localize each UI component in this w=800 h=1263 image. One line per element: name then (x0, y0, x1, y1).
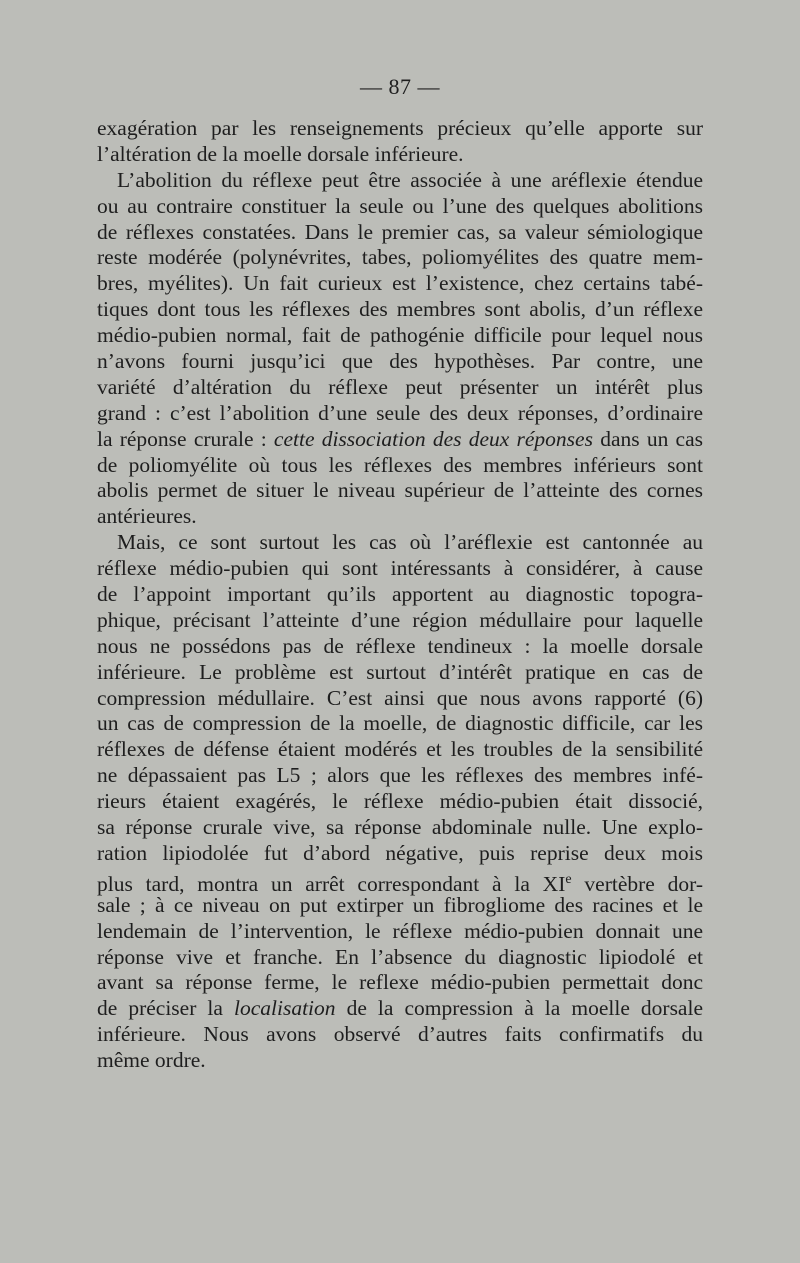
text-segment: plus tard, montra un arrêt correspondant à la XI (97, 871, 566, 896)
text-line: L’abolition du réflexe peut être associée à une aréflexie étendue (117, 167, 703, 192)
text-line: n’avons fourni jusqu’ici que des hypothèses. Par contre, une (97, 349, 703, 374)
text-line: de poliomyélite où tous les réflexes des membres inférieurs sont (97, 452, 703, 477)
text-line: grand : c’est l’abolition d’une seule des deux réponses, d’ordinaire (97, 400, 703, 425)
paragraph-2 (97, 168, 703, 530)
text-line: rieurs étaient exagérés, le réflexe médio-pubien était dissocié, (97, 789, 703, 814)
text-line: de réflexes constatées. Dans le premier cas, sa valeur sémiologique (97, 219, 703, 244)
text-segment: de la compression à la moelle dorsale (346, 996, 703, 1021)
text-line: nous ne possédons pas de réflexe tendineux : la moelle dorsale (97, 633, 703, 658)
text-segment: de préciser la (97, 996, 234, 1021)
text-line: réflexes de défense étaient modérés et les troubles de la sensibilité (97, 737, 703, 762)
text-line: inférieure. Nous avons observé d’autres faits confirmatifs du (97, 1022, 703, 1047)
text-line: sa réponse crurale vive, sa réponse abdominale nulle. Une explo- (97, 815, 703, 840)
text-segment: la réponse crurale : (97, 426, 274, 451)
text-line: un cas de compression de la moelle, de diagnostic difficile, car les (97, 711, 703, 736)
text-line: ou au contraire constituer la seule ou l’une des quelques abolitions (97, 193, 703, 218)
paragraph-3 (97, 530, 703, 1074)
text-line: sale ; à ce niveau on put extirper un fibrogliome des racines et le (97, 892, 703, 917)
text-line: lendemain de l’intervention, le réflexe médio-pubien donnait une (97, 918, 703, 943)
text-line-mixed (97, 996, 703, 1022)
text-line: ration lipiodolée fut d’abord négative, puis reprise deux mois (97, 840, 703, 865)
text-line: reste modérée (polynévrites, tabes, poliomyélites des quatre mem- (97, 245, 703, 270)
text-line: l’altération de la moelle dorsale inférieure. (97, 141, 464, 166)
text-line-mixed (97, 867, 704, 896)
text-line-mixed (97, 427, 703, 453)
text-line: de l’appoint important qu’ils apportent au diagnostic topogra- (97, 582, 703, 607)
text-line: variété d’altération du réflexe peut présenter un intérêt plus (97, 374, 703, 399)
text-line: abolis permet de situer le niveau supérieur de l’atteinte des cornes (97, 478, 703, 503)
text-line: réflexe médio-pubien qui sont intéressants à considérer, à cause (97, 556, 703, 581)
italic-word: localisation (234, 996, 336, 1021)
text-line: phique, précisant l’atteinte d’une région médullaire pour laquelle (97, 607, 703, 632)
text-line: antérieures. (97, 504, 197, 529)
text-segment: vertèbre dor- (584, 871, 704, 896)
text-line: exagération par les renseignements précieux qu’elle apporte sur (97, 116, 703, 140)
text-line: réponse vive et franche. En l’absence du diagnostic lipiodolé et (97, 944, 703, 969)
superscript: e (565, 871, 572, 887)
text-line: inférieure. Le problème est surtout d’intérêt pratique en cas de (97, 659, 703, 684)
text-line: ne dépassaient pas L5 ; alors que les réflexes des membres infé- (97, 763, 703, 788)
text-line: avant sa réponse ferme, le reflexe médio-pubien permettait donc (97, 970, 703, 995)
text-line: Mais, ce sont surtout les cas où l’aréflexie est cantonnée au (117, 530, 703, 555)
text-line: tiques dont tous les réflexes des membres sont abolis, d’un réflexe (97, 297, 703, 322)
italic-phrase: cette dissociation des deux réponses (273, 426, 593, 451)
body-text (97, 116, 703, 1074)
paragraph-1 (97, 116, 703, 168)
text-line: bres, myélites). Un fait curieux est l’existence, chez certains tabé- (97, 271, 703, 296)
text-line: médio-pubien normal, fait de pathogénie difficile pour lequel nous (97, 323, 703, 348)
text-line: même ordre. (97, 1048, 206, 1073)
text-line: compression médullaire. C’est ainsi que nous avons rapporté (6) (97, 685, 703, 710)
page-number: — 87 — (360, 74, 440, 99)
text-segment: dans un cas (600, 426, 703, 451)
